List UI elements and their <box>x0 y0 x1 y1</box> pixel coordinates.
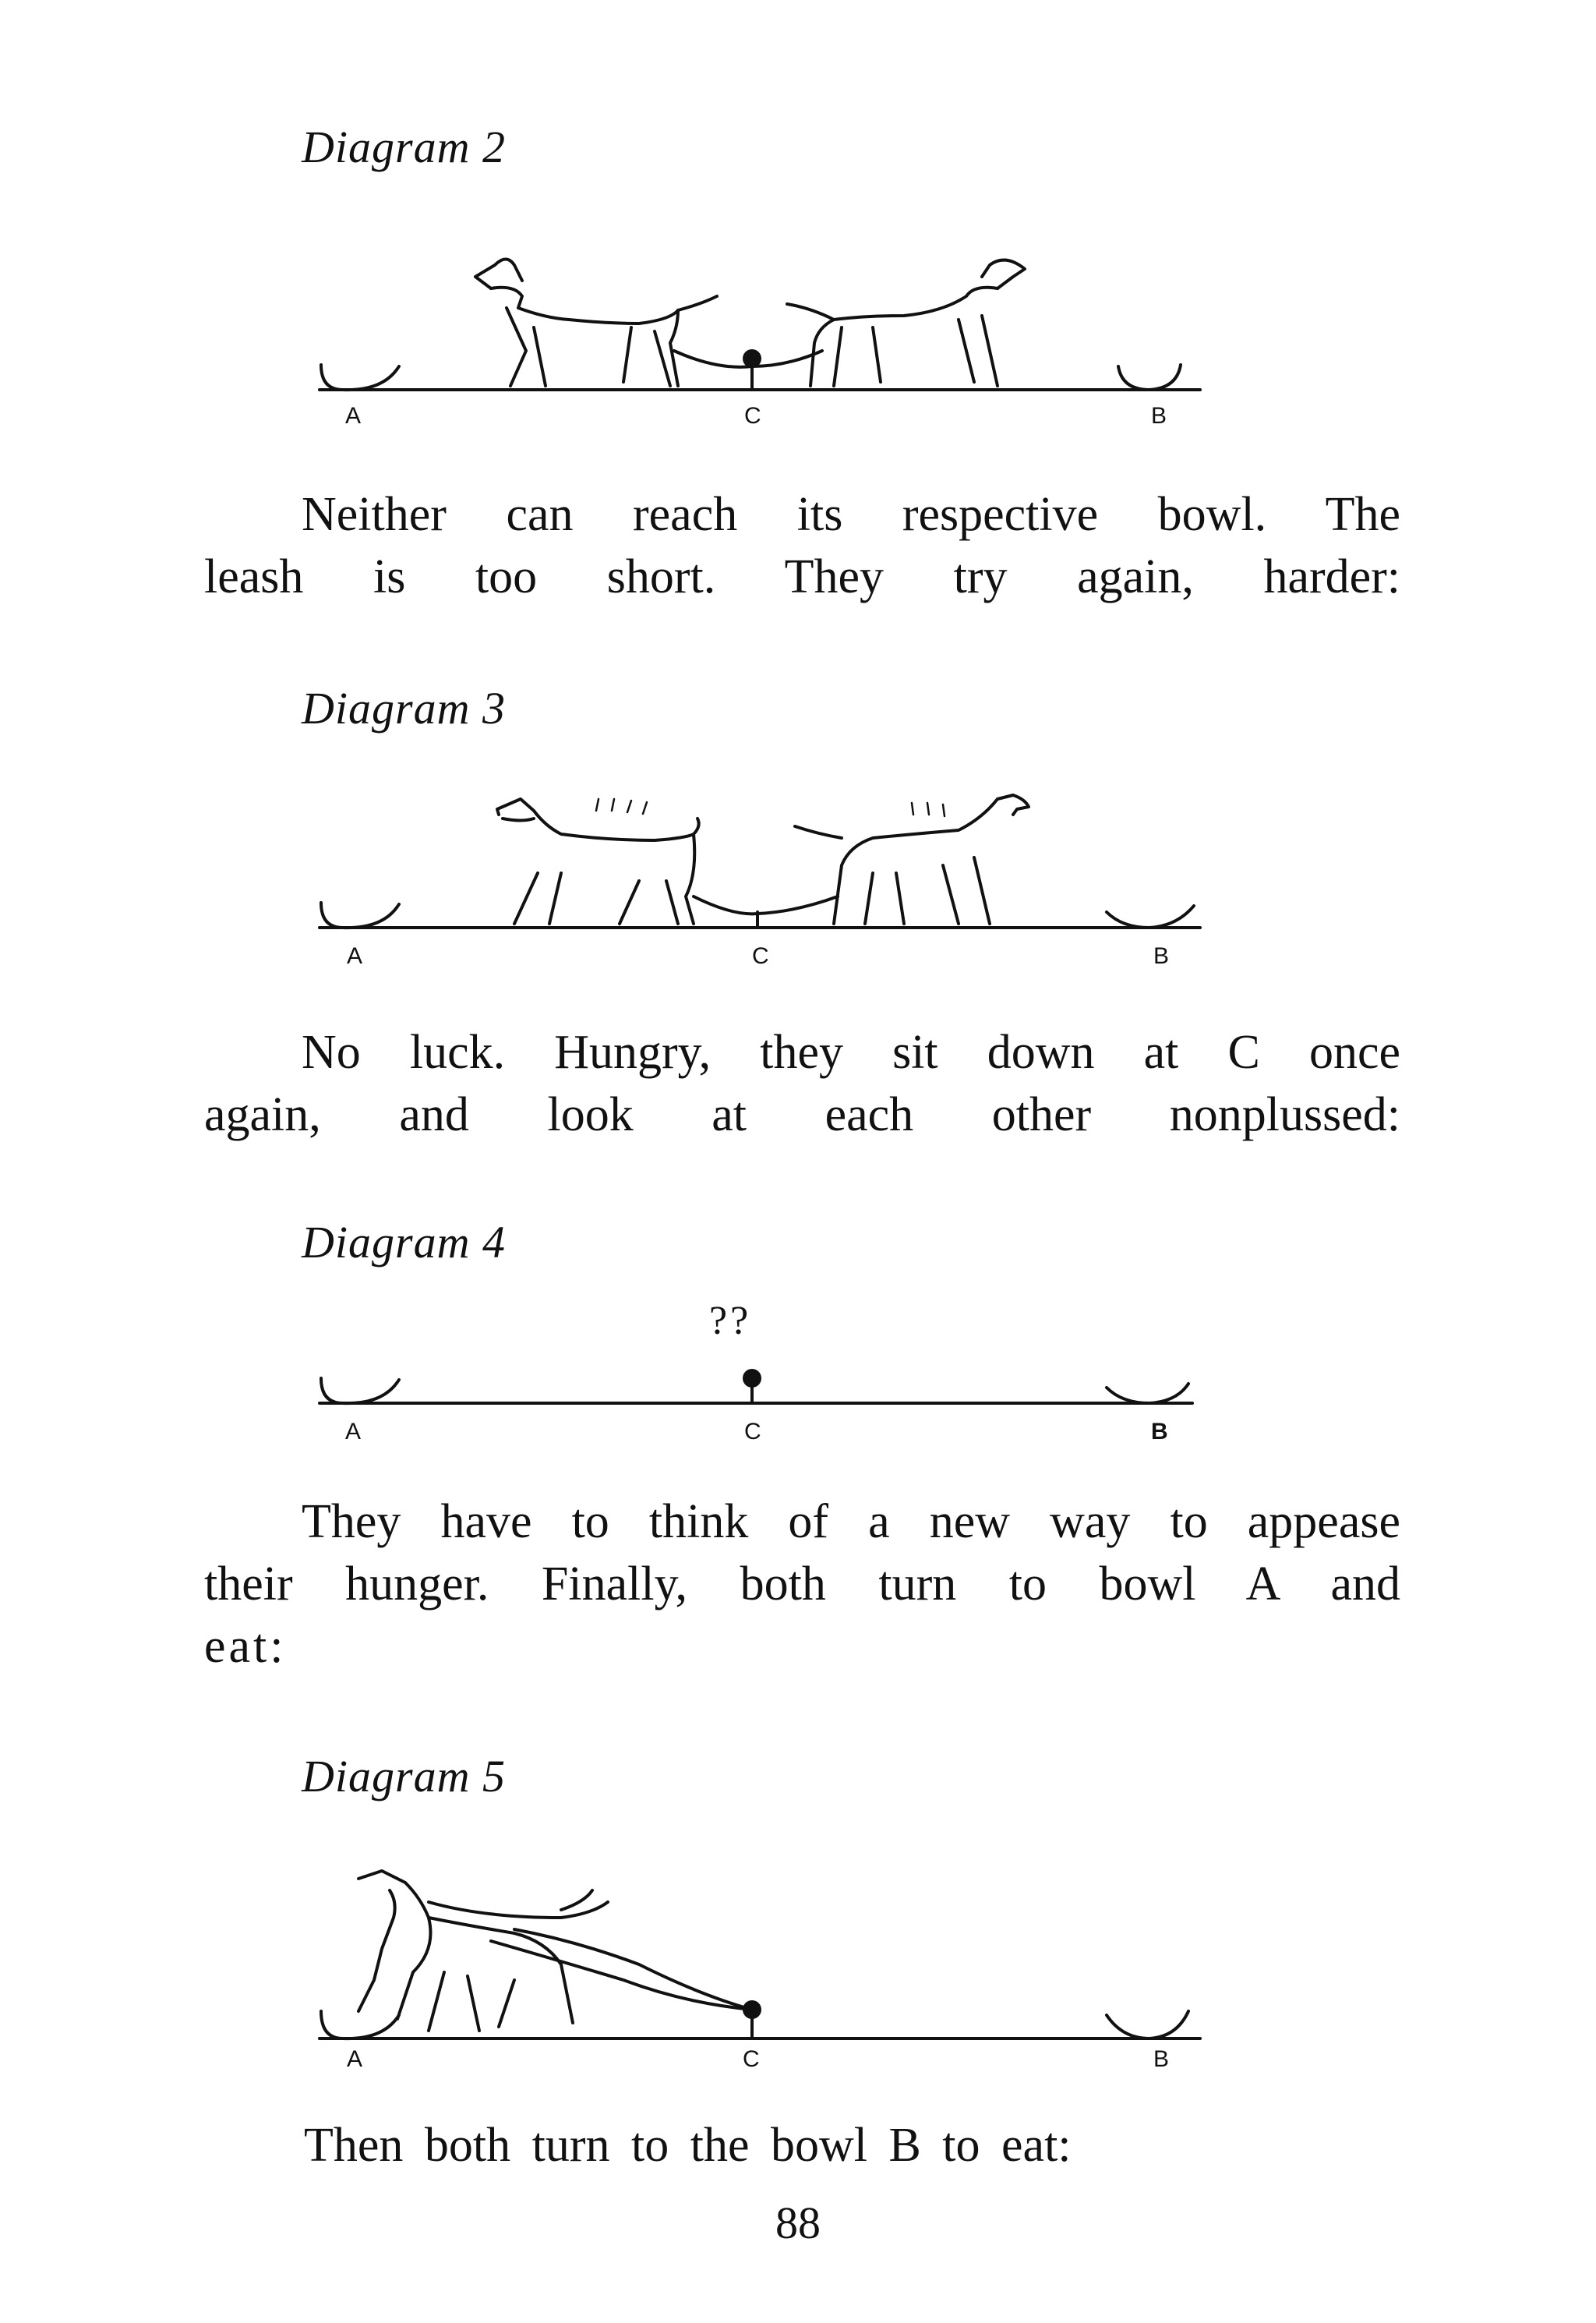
dog-left-icon <box>475 260 752 387</box>
diagram-5-caption: Diagram 5 <box>302 1751 506 1801</box>
diagram-3-illustration <box>312 780 1286 951</box>
diagram-5-label-c: C <box>743 2046 760 2072</box>
paragraph-3-line-2: their hunger. Finally, both turn to bowl A and <box>204 1558 1400 1611</box>
paragraph-1-line-1: Neither can reach its respective bowl. The <box>302 488 1400 541</box>
diagram-4-label-a: A <box>345 1419 362 1444</box>
diagram-3-label-c: C <box>752 943 769 969</box>
diagram-2-label-b: B <box>1151 403 1167 429</box>
paragraph-1 <box>204 483 1400 608</box>
diagram-4-label-b: B <box>1151 1419 1168 1444</box>
diagram-4-illustration <box>312 1356 1286 1434</box>
diagram-4-caption: Diagram 4 <box>302 1217 506 1268</box>
diagram-2-label-c: C <box>744 403 761 429</box>
bowl-b-icon <box>1107 906 1194 928</box>
diagram-3-caption: Diagram 3 <box>302 683 506 734</box>
bowl-b-icon <box>1118 365 1181 390</box>
paragraph-2-line-2: again, and look at each other nonplussed: <box>204 1088 1400 1141</box>
diagram-4-label-c: C <box>744 1419 761 1444</box>
bowl-a-icon <box>321 1378 399 1403</box>
bowl-a-icon <box>321 365 399 390</box>
bowl-a-icon <box>321 2011 399 2038</box>
diagram-3-label-a: A <box>347 943 363 969</box>
bowl-b-icon <box>1107 2011 1188 2038</box>
paragraph-4: Then both turn to the bowl B to eat: <box>304 2119 1072 2172</box>
dog-right-icon <box>752 260 1025 386</box>
diagram-4-question-marks: ?? <box>709 1299 752 1343</box>
paragraph-1-line-2: leash is too short. They try again, harder: <box>204 550 1400 603</box>
diagram-5-label-b: B <box>1153 2046 1170 2072</box>
dog-right-straining-icon <box>757 795 1029 924</box>
dog-left-straining-icon <box>497 799 757 924</box>
paragraph-3-line-3: eat: <box>204 1620 287 1673</box>
paragraph-2 <box>204 1021 1400 1146</box>
diagram-2-label-a: A <box>345 403 362 429</box>
diagram-2-illustration <box>312 234 1286 437</box>
paragraph-3 <box>204 1490 1400 1678</box>
post-c-knob <box>743 1369 761 1388</box>
diagram-5-label-a: A <box>347 2046 363 2072</box>
diagram-2-caption: Diagram 2 <box>302 122 506 172</box>
bowl-a-icon <box>321 903 399 928</box>
diagram-5-illustration <box>312 1855 1286 2058</box>
paragraph-2-line-1: No luck. Hungry, they sit down at C once <box>302 1026 1400 1079</box>
paragraph-3-line-1: They have to think of a new way to appease <box>302 1495 1400 1548</box>
diagram-3-label-b: B <box>1153 943 1170 969</box>
bowl-b-icon <box>1107 1384 1188 1403</box>
dogs-eating-at-bowl-a-icon <box>358 1871 752 2031</box>
page-number: 88 <box>775 2197 821 2248</box>
